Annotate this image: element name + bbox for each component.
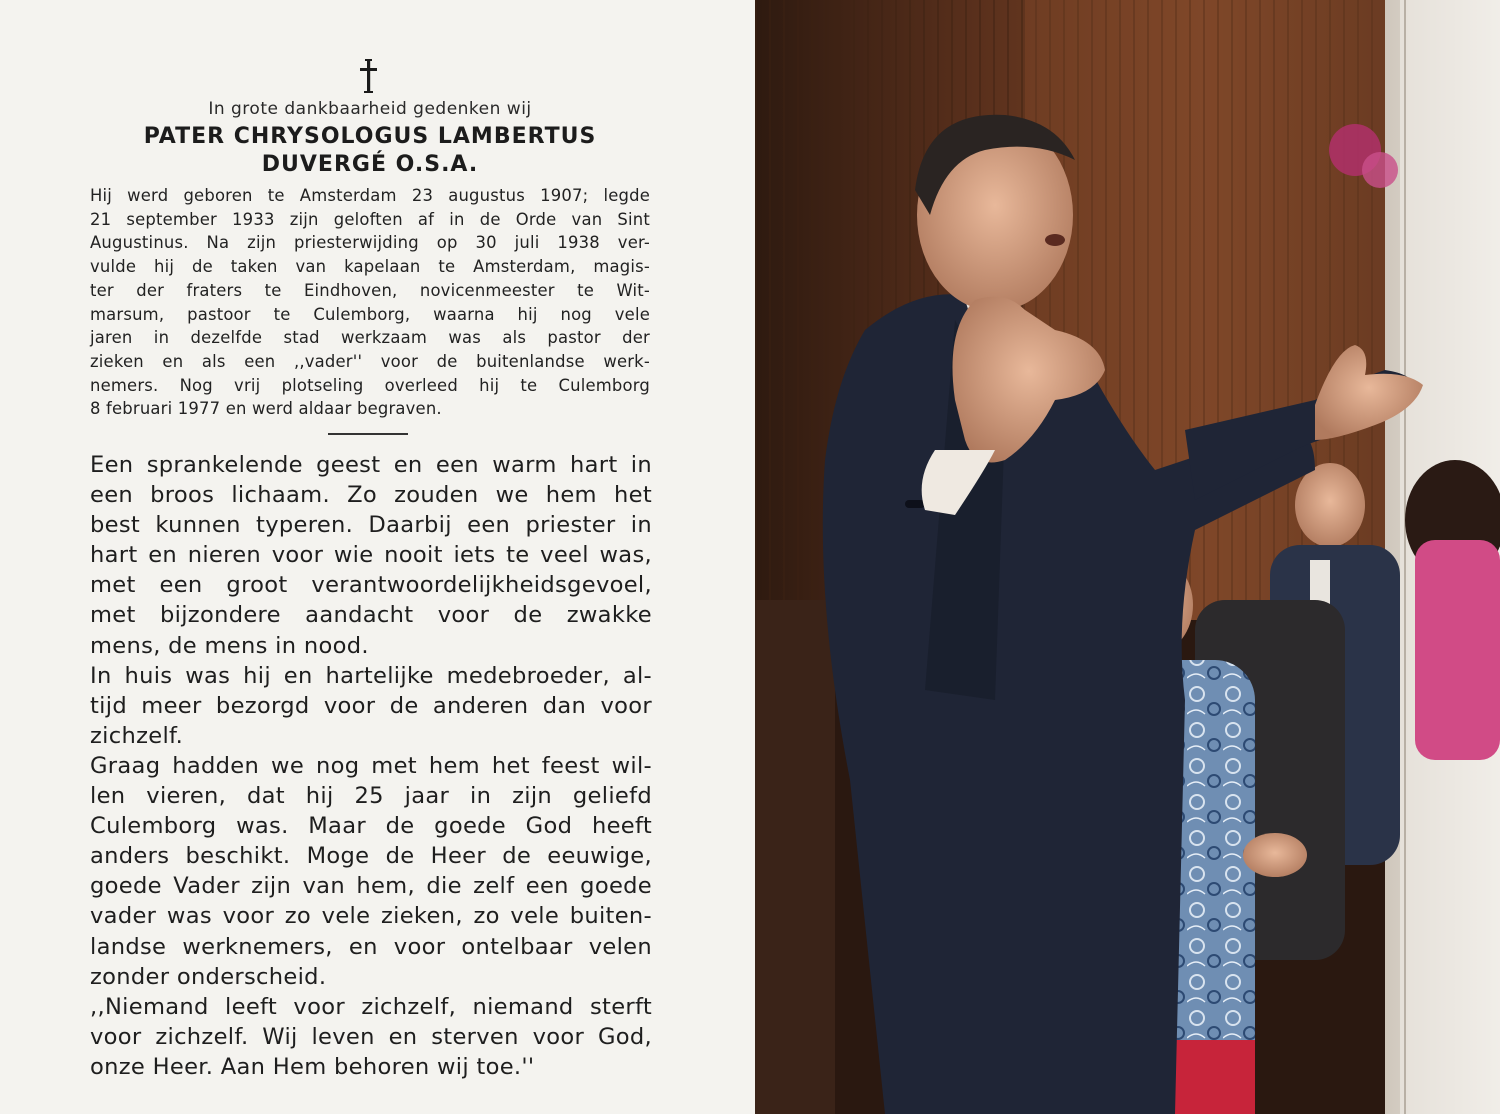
eulogy-line: Een sprankelende geest en een warm hart in bbox=[90, 452, 652, 478]
bio-line: Hij werd geboren te Amsterdam 23 augustus 1907; legde bbox=[90, 186, 650, 205]
eulogy-line: hart en nieren voor wie nooit iets te veel was, bbox=[90, 542, 652, 569]
eulogy-line: In huis was hij en hartelijke medebroeder, al- bbox=[90, 662, 652, 689]
eulogy-line: anders beschikt. Moge de Heer de eeuwige, bbox=[90, 843, 652, 870]
deceased-name-line-1: PATER CHRYSOLOGUS LAMBERTUS bbox=[143, 124, 597, 149]
cross-icon bbox=[354, 58, 384, 94]
eulogy-text bbox=[90, 450, 652, 1082]
divider-rule bbox=[328, 433, 408, 435]
bio-line: zieken en als een ,,vader'' voor de buitenlandse werk- bbox=[90, 351, 650, 371]
bio-line: 21 september 1933 zijn geloften af in de Orde van Sint bbox=[90, 209, 650, 229]
eulogy-line: een broos lichaam. Zo zouden we hem het bbox=[90, 482, 652, 509]
eulogy-line: ,,Niemand leeft voor zichzelf, niemand sterft bbox=[90, 993, 652, 1020]
eulogy-line: vader was voor zo vele zieken, zo vele buiten- bbox=[90, 903, 652, 930]
eulogy-line: Culemborg was. Maar de goede God heeft bbox=[90, 813, 652, 840]
biography-paragraph bbox=[90, 184, 650, 421]
eulogy-line: tijd meer bezorgd voor de anderen dan voor bbox=[90, 692, 652, 719]
eulogy-line: zonder onderscheid. bbox=[90, 963, 327, 990]
eulogy-line: goede Vader zijn van hem, die zelf een goede bbox=[90, 873, 652, 900]
eulogy-line: met bijzondere aandacht voor de zwakke bbox=[90, 602, 652, 629]
bio-line: 8 februari 1977 en werd aldaar begraven. bbox=[90, 399, 442, 419]
bio-line: nemers. Nog vrij plotseling overleed hij te Culemborg bbox=[90, 375, 650, 395]
eulogy-line: Graag hadden we nog met hem het feest wil- bbox=[90, 752, 652, 779]
eulogy-line: mens, de mens in nood. bbox=[90, 632, 369, 659]
intro-text: In grote dankbaarheid gedenken wij bbox=[208, 99, 532, 119]
bio-line: ter der fraters te Eindhoven, novicenmeester te Wit- bbox=[90, 280, 650, 300]
eulogy-line: zichzelf. bbox=[90, 722, 184, 749]
eulogy-line: len vieren, dat hij 25 jaar in zijn geliefd bbox=[90, 783, 652, 810]
bio-line: marsum, pastoor te Culemborg, waarna hij nog vele bbox=[90, 304, 650, 324]
eulogy-line: best kunnen typeren. Daarbij een priester in bbox=[90, 512, 652, 539]
deceased-name-line-2: DUVERGÉ O.S.A. bbox=[261, 152, 479, 177]
eulogy-line: met een groot verantwoordelijkheidsgevoel, bbox=[90, 572, 652, 599]
eulogy-line: onze Heer. Aan Hem behoren wij toe.'' bbox=[90, 1053, 535, 1080]
photograph-of-priest bbox=[755, 0, 1500, 1114]
bio-line: Augustinus. Na zijn priesterwijding op 30 juli 1938 ver- bbox=[90, 233, 650, 253]
bio-line: jaren in dezelfde stad werkzaam was als pastor der bbox=[90, 328, 650, 348]
eulogy-line: voor zichzelf. Wij leven en sterven voor God, bbox=[90, 1023, 652, 1050]
bio-line: vulde hij de taken van kapelaan te Amsterdam, magis- bbox=[90, 257, 650, 277]
eulogy-line: landse werknemers, en voor ontelbaar velen bbox=[90, 933, 652, 960]
photo-illustration bbox=[755, 0, 1500, 1114]
